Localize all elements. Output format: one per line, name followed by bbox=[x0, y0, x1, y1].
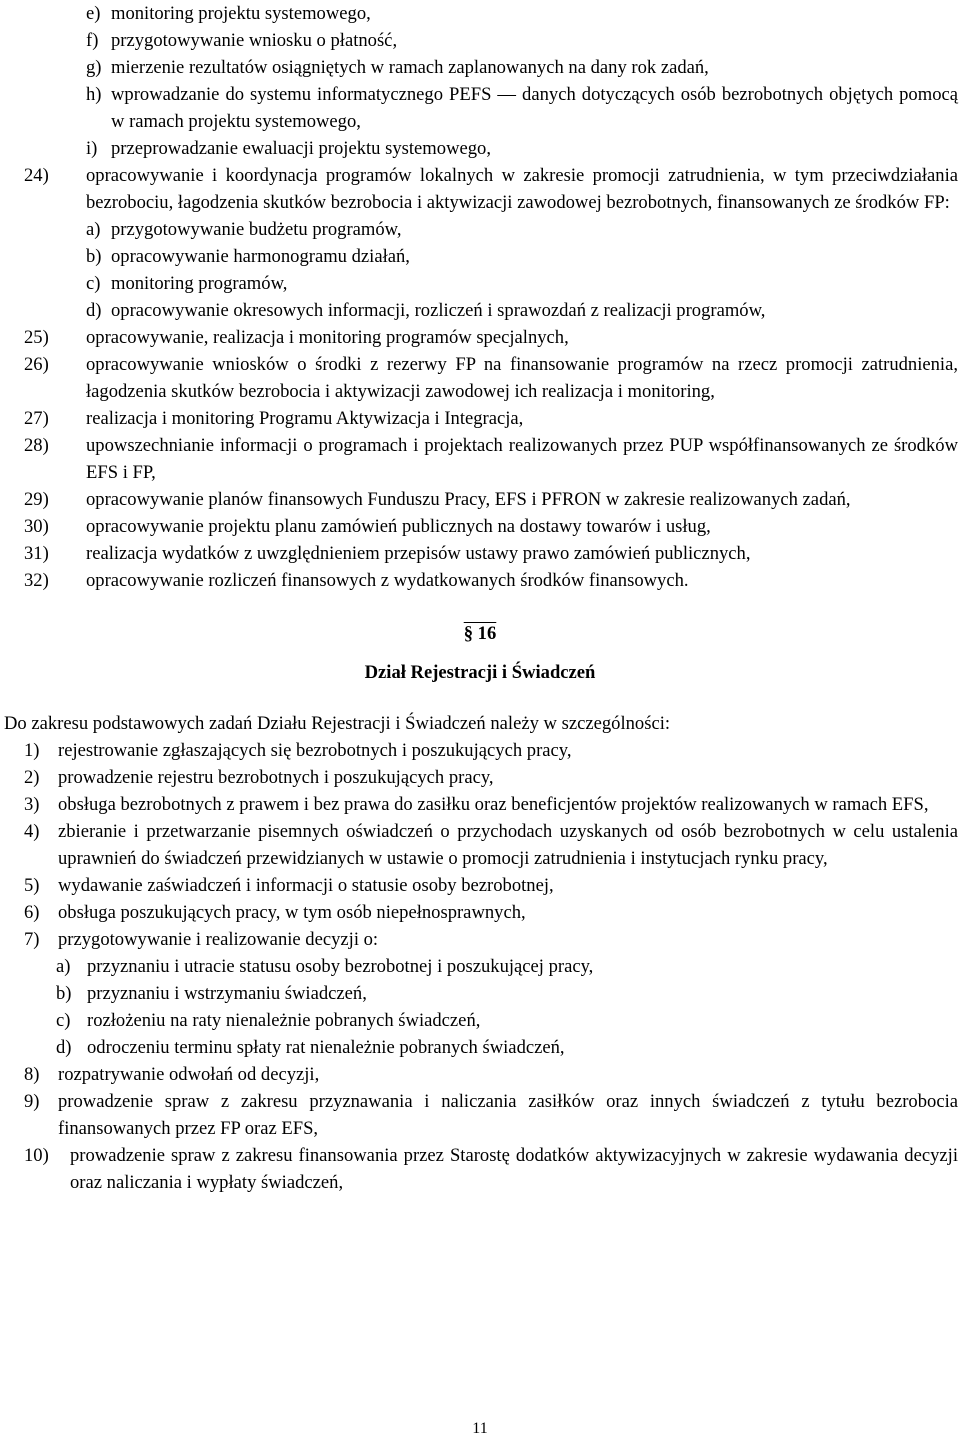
list-item-label: 6) bbox=[24, 902, 40, 923]
list-item bbox=[0, 513, 960, 540]
list-item-text: rozpatrywanie odwołań od decyzji, bbox=[58, 1064, 320, 1085]
list-item-text: odroczeniu terminu spłaty rat nienależnie pobranych świadczeń, bbox=[87, 1037, 565, 1058]
list-item-label: 10) bbox=[24, 1145, 49, 1166]
list-item-text: obsługa bezrobotnych z prawem i bez prawa do zasiłku oraz beneficjentów projektów realizowanych w ramach EFS, bbox=[58, 794, 929, 815]
list-item-label: 26) bbox=[24, 354, 49, 375]
list-item bbox=[0, 486, 960, 513]
list-item bbox=[0, 818, 960, 872]
list-item-text: prowadzenie spraw z zakresu finansowania przez Starostę dodatków aktywizacyjnych w zakresie wydawania decyzji oraz naliczania i wypłaty świadczeń, bbox=[70, 1145, 958, 1193]
list-item bbox=[0, 926, 960, 953]
list-item bbox=[0, 872, 960, 899]
list-item-label: d) bbox=[56, 1037, 72, 1058]
list-item bbox=[0, 980, 960, 1007]
paragraph-number-text: § 16 bbox=[463, 623, 497, 644]
list-item-label: 31) bbox=[24, 543, 49, 564]
list-item bbox=[0, 1142, 960, 1196]
list-item bbox=[0, 162, 960, 216]
list-item-text: rozłożeniu na raty nienależnie pobranych świadczeń, bbox=[87, 1010, 481, 1031]
list-item bbox=[0, 953, 960, 980]
list-item bbox=[0, 432, 960, 486]
list-item-text: wprowadzanie do systemu informatycznego PEFS — danych dotyczących osób bezrobotnych objętych pomocą w ramach projektu systemowego, bbox=[111, 84, 958, 132]
list-item bbox=[0, 567, 960, 594]
list-item-label: g) bbox=[86, 57, 102, 78]
list-item bbox=[0, 0, 960, 27]
list-item bbox=[0, 54, 960, 81]
list-item-text: wydawanie zaświadczeń i informacji o statusie osoby bezrobotnej, bbox=[58, 875, 554, 896]
list-item-text: przyznaniu i wstrzymaniu świadczeń, bbox=[87, 983, 367, 1004]
list-item-text: przeprowadzanie ewaluacji projektu systemowego, bbox=[111, 138, 491, 159]
list-item bbox=[0, 899, 960, 926]
section-intro: Do zakresu podstawowych zadań Działu Rejestracji i Świadczeń należy w szczególności: bbox=[4, 713, 671, 734]
list-item-text: opracowywanie projektu planu zamówień publicznych na dostawy towarów i usług, bbox=[86, 516, 711, 537]
list-item-label: h) bbox=[86, 84, 102, 105]
list-item bbox=[0, 243, 960, 270]
list-item bbox=[0, 791, 960, 818]
list-item-text: opracowywanie planów finansowych Funduszu Pracy, EFS i PFRON w zakresie realizowanych zadań, bbox=[86, 489, 851, 510]
list-item-label: 29) bbox=[24, 489, 49, 510]
list-item-label: 30) bbox=[24, 516, 49, 537]
page-number: 11 bbox=[472, 1420, 488, 1437]
list-item-text: opracowywanie, realizacja i monitoring programów specjalnych, bbox=[86, 327, 569, 348]
list-item-label: e) bbox=[86, 3, 101, 24]
list-item-text: monitoring projektu systemowego, bbox=[111, 3, 371, 24]
list-item-label: 5) bbox=[24, 875, 40, 896]
list-item-text: realizacja wydatków z uwzględnieniem przepisów ustawy prawo zamówień publicznych, bbox=[86, 543, 751, 564]
list-item bbox=[0, 270, 960, 297]
list-item-text: opracowywanie i koordynacja programów lokalnych w zakresie promocji zatrudnienia, w tym przeciwdziałania bezrobociu, łagodzenia skutków bezrobocia i aktywizacji zawodowej bezrobotnych, finansowanych ze środków FP: bbox=[86, 165, 958, 213]
list-item-text: upowszechnianie informacji o programach i projektach realizowanych przez PUP współfinansowanych ze środków EFS i FP, bbox=[86, 435, 958, 483]
list-item bbox=[0, 764, 960, 791]
list-item-label: 8) bbox=[24, 1064, 40, 1085]
list-item-label: 24) bbox=[24, 165, 49, 186]
list-item bbox=[0, 405, 960, 432]
list-item bbox=[0, 1034, 960, 1061]
list-item bbox=[0, 27, 960, 54]
list-item-text: opracowywanie okresowych informacji, rozliczeń i sprawozdań z realizacji programów, bbox=[111, 300, 766, 321]
list-item-label: 2) bbox=[24, 767, 40, 788]
list-item-text: przygotowywanie budżetu programów, bbox=[111, 219, 402, 240]
list-item-text: rejestrowanie zgłaszających się bezrobotnych i poszukujących pracy, bbox=[58, 740, 572, 761]
list-item-label: 7) bbox=[24, 929, 40, 950]
list-item-label: 1) bbox=[24, 740, 40, 761]
list-item bbox=[0, 135, 960, 162]
list-item-label: c) bbox=[86, 273, 101, 294]
list-item-label: 27) bbox=[24, 408, 49, 429]
list-item-text: mierzenie rezultatów osiągniętych w ramach zaplanowanych na dany rok zadań, bbox=[111, 57, 709, 78]
list-item-text: prowadzenie rejestru bezrobotnych i poszukujących pracy, bbox=[58, 767, 494, 788]
list-item-text: monitoring programów, bbox=[111, 273, 288, 294]
list-item bbox=[0, 216, 960, 243]
list-item-label: 25) bbox=[24, 327, 49, 348]
list-item-text: opracowywanie wniosków o środki z rezerwy FP na finansowanie programów na rzecz promocji zatrudnienia, łagodzenia skutków bezrobocia i aktywizacji zawodowej ich realizacja i monitoring, bbox=[86, 354, 958, 402]
list-item-text: przygotowywanie wniosku o płatność, bbox=[111, 30, 398, 51]
list-item-text: opracowywanie harmonogramu działań, bbox=[111, 246, 410, 267]
list-item-label: a) bbox=[56, 956, 71, 977]
list-item bbox=[0, 1007, 960, 1034]
list-item bbox=[0, 324, 960, 351]
list-item-text: przygotowywanie i realizowanie decyzji o: bbox=[58, 929, 379, 950]
list-item bbox=[0, 540, 960, 567]
list-item bbox=[0, 81, 960, 135]
list-item-label: b) bbox=[86, 246, 102, 267]
list-item-text: obsługa poszukujących pracy, w tym osób niepełnosprawnych, bbox=[58, 902, 526, 923]
list-item-label: 4) bbox=[24, 821, 40, 842]
list-item-label: c) bbox=[56, 1010, 71, 1031]
list-item-label: b) bbox=[56, 983, 72, 1004]
list-item bbox=[0, 737, 960, 764]
list-item-label: f) bbox=[86, 30, 99, 51]
list-item bbox=[0, 351, 960, 405]
list-item-label: 9) bbox=[24, 1091, 40, 1112]
list-item-label: d) bbox=[86, 300, 102, 321]
list-item bbox=[0, 297, 960, 324]
list-item-text: zbieranie i przetwarzanie pisemnych oświadczeń o przychodach uzyskanych od osób bezrobotnych w celu ustalenia uprawnień do świadczeń przewidzianych w ustawie o promocji zatrudnienia i instytucjach rynku pracy, bbox=[58, 821, 958, 869]
list-item-label: a) bbox=[86, 219, 101, 240]
list-item-text: opracowywanie rozliczeń finansowych z wydatkowanych środków finansowych. bbox=[86, 570, 689, 591]
list-item bbox=[0, 1088, 960, 1142]
list-item-text: przyznaniu i utracie statusu osoby bezrobotnej i poszukującej pracy, bbox=[87, 956, 594, 977]
list-item-label: 32) bbox=[24, 570, 49, 591]
list-item-label: 3) bbox=[24, 794, 40, 815]
list-item bbox=[0, 1061, 960, 1088]
list-item-label: i) bbox=[86, 138, 98, 159]
section-title: Dział Rejestracji i Świadczeń bbox=[364, 662, 596, 683]
list-item-text: realizacja i monitoring Programu Aktywizacja i Integracja, bbox=[86, 408, 524, 429]
list-item-text: prowadzenie spraw z zakresu przyznawania i naliczania zasiłków oraz innych świadczeń z tytułu bezrobocia finansowanych przez FP oraz EFS, bbox=[58, 1091, 958, 1139]
paragraph-number bbox=[0, 620, 960, 647]
list-item-label: 28) bbox=[24, 435, 49, 456]
